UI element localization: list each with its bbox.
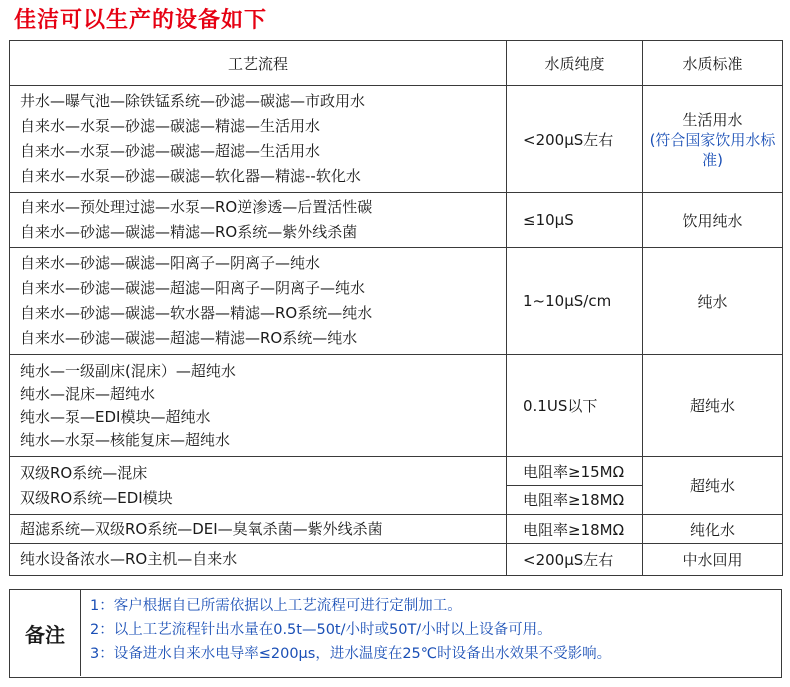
purity-cell: <200μS左右 [507, 86, 643, 193]
purity-split-cell [507, 457, 643, 515]
header-standard: 水质标准 [643, 41, 783, 86]
standard-label: 生活用水 [682, 110, 743, 129]
process-line: 纯水—泵—EDI模块—超纯水 [20, 407, 211, 426]
note-item: 2：以上工艺流程针出水量在0.5t—50t/小时或50T/小时以上设备可用。 [90, 622, 552, 638]
standard-note: (符合国家饮用水标准) [649, 130, 776, 169]
table-row [10, 515, 783, 544]
process-cell [10, 515, 507, 544]
header-process: 工艺流程 [10, 41, 507, 86]
standard-cell: 超纯水 [643, 457, 783, 515]
table-header-row [10, 41, 783, 86]
table-row [10, 86, 783, 193]
table-row [10, 355, 783, 457]
standard-cell [643, 86, 783, 193]
process-line: 自来水—砂滤—碳滤—超滤—精滤—RO系统—纯水 [20, 329, 358, 347]
standard-cell: 饮用纯水 [643, 193, 783, 248]
process-line: 自来水—砂滤—碳滤—软水器—精滤—RO系统—纯水 [20, 304, 373, 322]
table-row [10, 544, 783, 576]
purity-cell: ≤10μS [507, 193, 643, 248]
process-cell [10, 248, 507, 355]
process-line: 自来水—砂滤—碳滤—精滤—RO系统—紫外线杀菌 [20, 223, 358, 241]
notes-label: 备注 [10, 590, 81, 676]
table-row [10, 457, 783, 515]
process-line: 纯水设备浓水—RO主机—自来水 [20, 550, 238, 568]
purity-cell: 电阻率≥15MΩ [507, 458, 642, 486]
standard-cell: 超纯水 [643, 355, 783, 457]
process-cell [10, 86, 507, 193]
purity-cell: 0.1US以下 [507, 355, 643, 457]
page-heading: 佳洁可以生产的设备如下 [14, 8, 268, 33]
process-line: 纯水—混床—超纯水 [20, 384, 156, 403]
process-line: 自来水—砂滤—碳滤—阳离子—阴离子—纯水 [20, 254, 321, 272]
purity-cell: 电阻率≥18MΩ [523, 491, 625, 509]
purity-cell: <200μS左右 [507, 544, 643, 576]
note-item: 1：客户根据自已所需依据以上工艺流程可进行定制加工。 [90, 598, 462, 614]
standard-cell: 纯化水 [643, 515, 783, 544]
process-line: 纯水—水泵—核能复床—超纯水 [20, 430, 231, 449]
process-cell [10, 355, 507, 457]
process-line: 自来水—水泵—砂滤—碳滤—超滤—生活用水 [20, 142, 321, 160]
process-line: 自来水—预处理过滤—水泵—RO逆渗透—后置活性碳 [20, 198, 373, 216]
process-line: 双级RO系统—混床 [20, 463, 148, 482]
process-line: 纯水—一级副床(混床）—超纯水 [20, 361, 236, 380]
purity-split [507, 458, 642, 513]
process-cell [10, 544, 507, 576]
process-line: 自来水—砂滤—碳滤—超滤—阳离子—阴离子—纯水 [20, 279, 366, 297]
process-line: 超滤系统—双级RO系统—DEI—臭氧杀菌—紫外线杀菌 [20, 519, 383, 538]
table-row [10, 248, 783, 355]
table-row [10, 193, 783, 248]
note-item: 3：设备进水自来水电导率≤200μs，进水温度在25℃时设备出水效果不受影响。 [90, 646, 612, 662]
notes-box [9, 589, 782, 678]
process-cell [10, 457, 507, 515]
process-line: 双级RO系统—EDI模块 [20, 488, 173, 507]
header-purity: 水质纯度 [507, 41, 643, 86]
standard-cell: 纯水 [643, 248, 783, 355]
process-cell [10, 193, 507, 248]
process-spec-table [9, 40, 783, 576]
purity-cell: 电阻率≥18MΩ [507, 515, 643, 544]
notes-list [90, 594, 611, 666]
process-line: 自来水—水泵—砂滤—碳滤—软化器—精滤--软化水 [20, 167, 361, 185]
standard-cell: 中水回用 [643, 544, 783, 576]
purity-cell: 1~10μS/cm [507, 248, 643, 355]
process-line: 井水—曝气池—除铁锰系统—砂滤—碳滤—市政用水 [20, 92, 366, 110]
process-line: 自来水—水泵—砂滤—碳滤—精滤—生活用水 [20, 117, 321, 135]
